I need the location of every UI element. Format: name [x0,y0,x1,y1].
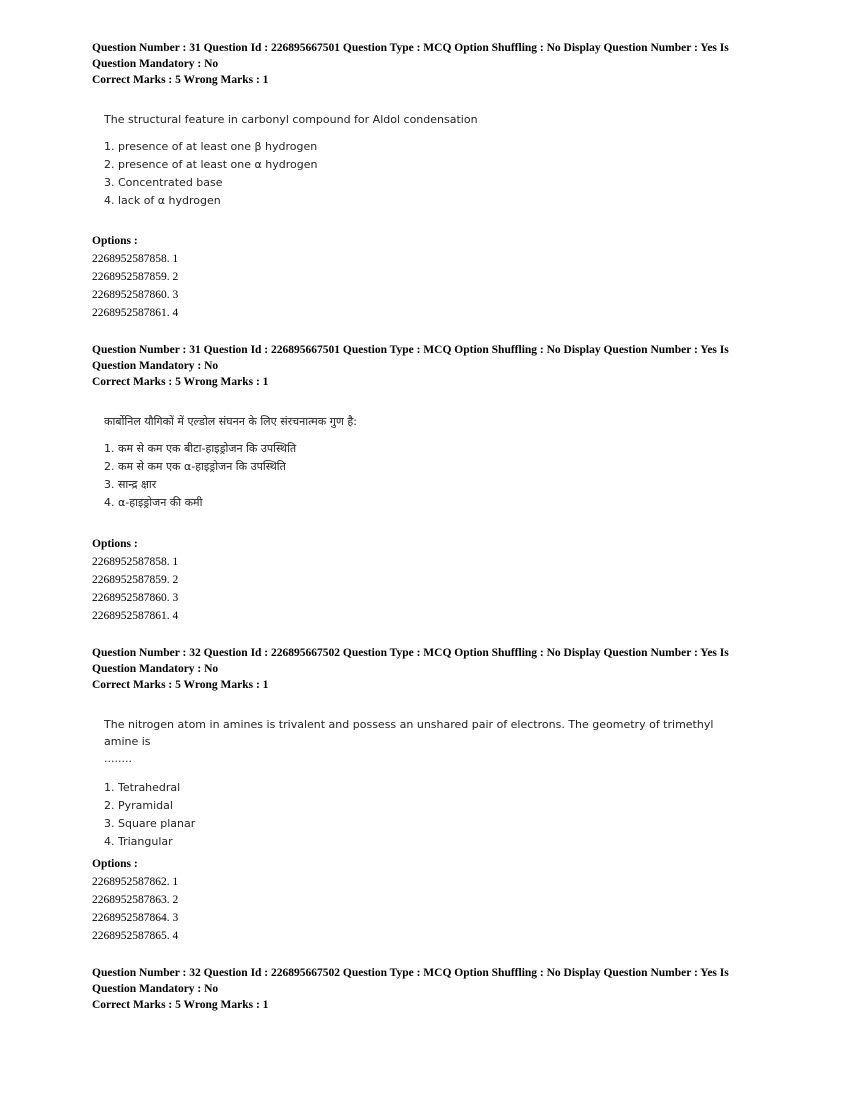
options-list [92,855,178,945]
choice-item: 2. Pyramidal [104,799,173,812]
options-list [92,535,178,625]
question-mandatory-line: Question Mandatory : No [92,663,219,675]
question-header [92,40,772,88]
option-item: 2268952587861. 4 [92,610,179,622]
choice-item: 3. Square planar [104,817,196,830]
question-stem: The structural feature in carbonyl compound for Aldol condensation [104,113,478,126]
option-item: 2268952587864. 3 [92,912,179,924]
choice-item: 1. presence of at least one β hydrogen [104,140,318,153]
question-mandatory-line: Question Mandatory : No [92,58,219,70]
option-item: 2268952587860. 3 [92,289,179,301]
option-item: 2268952587859. 2 [92,574,179,586]
question-body [104,716,744,851]
question-header [92,645,772,693]
marks-line: Correct Marks : 5 Wrong Marks : 1 [92,679,269,691]
marks-line: Correct Marks : 5 Wrong Marks : 1 [92,74,269,86]
choice-item: 1. कम से कम एक बीटा-हाइड्रोजन कि उपस्थिति [104,442,297,455]
question-meta-line: Question Number : 32 Question Id : 226895667502 Question Type : MCQ Option Shuffling : No Display Question Number : Yes Is [92,647,729,659]
options-list [92,232,178,322]
question-meta-line: Question Number : 32 Question Id : 226895667502 Question Type : MCQ Option Shuffling : No Display Question Number : Yes Is [92,967,729,979]
option-item: 2268952587858. 1 [92,556,179,568]
question-meta-line: Question Number : 31 Question Id : 226895667501 Question Type : MCQ Option Shuffling : No Display Question Number : Yes Is [92,42,729,54]
question-mandatory-line: Question Mandatory : No [92,360,219,372]
option-item: 2268952587861. 4 [92,307,179,319]
choice-item: 1. Tetrahedral [104,781,181,794]
question-stem: The nitrogen atom in amines is trivalent and possess an unshared pair of electrons. The geometry of trimethyl amine is [104,718,714,748]
option-item: 2268952587859. 2 [92,271,179,283]
option-item: 2268952587858. 1 [92,253,179,265]
choice-item: 2. कम से कम एक α-हाइड्रोजन कि उपस्थिति [104,460,286,473]
choice-item: 4. lack of α hydrogen [104,194,221,207]
question-stem: कार्बोनिल यौगिकों में एल्डोल संघनन के लिए संरचनात्मक गुण है: [104,415,357,428]
question-body [104,111,478,210]
option-item: 2268952587862. 1 [92,876,179,888]
choice-item: 4. Triangular [104,835,173,848]
question-header [92,342,772,390]
options-label: Options : [92,538,138,550]
options-label: Options : [92,235,138,247]
choice-item: 2. presence of at least one α hydrogen [104,158,318,171]
question-header [92,965,772,1013]
option-item: 2268952587863. 2 [92,894,179,906]
choice-item: 3. सान्द्र क्षार [104,478,157,491]
choice-item: 3. Concentrated base [104,176,223,189]
question-meta-line: Question Number : 31 Question Id : 226895667501 Question Type : MCQ Option Shuffling : No Display Question Number : Yes Is [92,344,729,356]
question-mandatory-line: Question Mandatory : No [92,983,219,995]
choice-item: 4. α-हाइड्रोजन की कमी [104,496,203,509]
question-stem-continuation: ........ [104,752,132,765]
option-item: 2268952587865. 4 [92,930,179,942]
options-label: Options : [92,858,138,870]
question-body [104,413,357,512]
marks-line: Correct Marks : 5 Wrong Marks : 1 [92,376,269,388]
option-item: 2268952587860. 3 [92,592,179,604]
marks-line: Correct Marks : 5 Wrong Marks : 1 [92,999,269,1011]
